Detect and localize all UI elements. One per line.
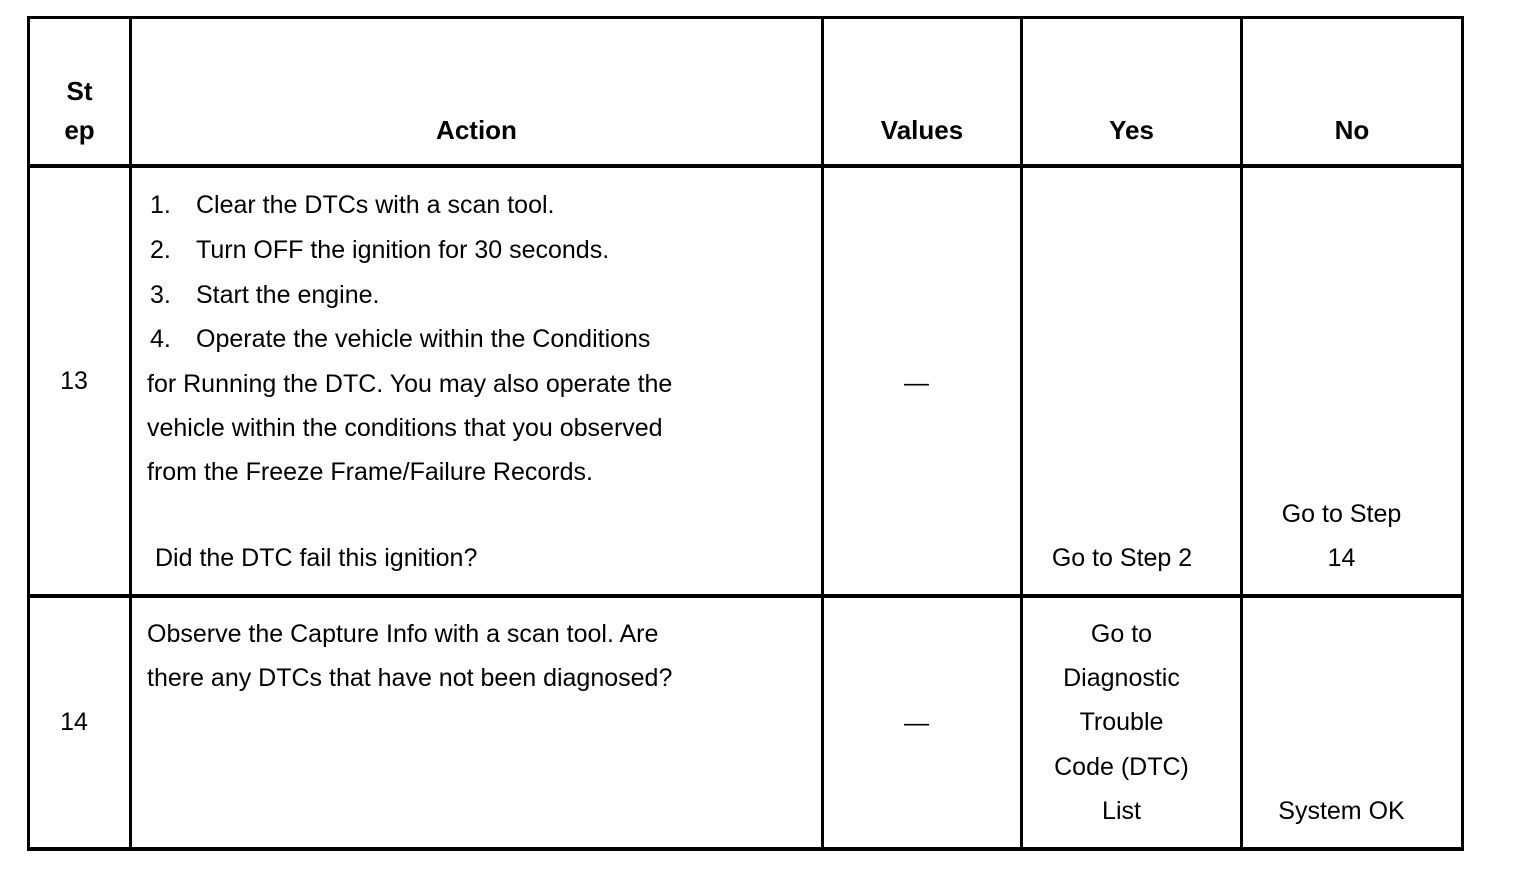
header-values: Values (880, 115, 964, 145)
action-item-text: Start the engine. (196, 281, 380, 309)
values-dash: — (904, 709, 929, 737)
action-item-number: 3. (150, 281, 171, 309)
header-no: No (1334, 115, 1370, 145)
step-number: 13 (60, 367, 88, 395)
action-item-number: 4. (150, 325, 171, 353)
header-action: Action (436, 115, 517, 145)
step-number: 14 (60, 708, 88, 736)
action-item (150, 190, 554, 220)
action-continued-line: from the Freeze Frame/Failure Records. (147, 458, 593, 486)
table-bottom-border (27, 847, 1464, 851)
action-continued-line: vehicle within the conditions that you observed (147, 414, 663, 442)
header-step-line1: St (66, 76, 93, 106)
header-step (30, 76, 129, 145)
values-dash: — (904, 369, 929, 397)
yes-line: Code (DTC) (1054, 753, 1189, 781)
table-right-border (1461, 16, 1464, 851)
yes-line: List (1102, 797, 1141, 825)
no-goto-step-14 (1243, 499, 1440, 573)
action-item-text: Clear the DTCs with a scan tool. (196, 191, 555, 219)
action-item-number: 2. (150, 236, 171, 264)
no-line1: Go to Step (1281, 500, 1402, 528)
yes-goto-dtc-list (1023, 619, 1220, 826)
header-yes: Yes (1109, 115, 1154, 145)
yes-line: Go to (1090, 620, 1153, 648)
action-item-text: Turn OFF the ignition for 30 seconds. (196, 236, 610, 264)
table-top-border (27, 16, 1464, 19)
action-item-number: 1. (150, 191, 171, 219)
action-continued-line: for Running the DTC. You may also operate the (147, 370, 673, 398)
action-item-text: Operate the vehicle within the Conditions (196, 325, 651, 353)
action-item (150, 280, 379, 310)
diagnostic-table (27, 16, 1464, 851)
action-question: Did the DTC fail this ignition? (155, 544, 478, 572)
yes-line: Trouble (1079, 708, 1164, 736)
action-item (150, 235, 609, 265)
no-line2: 14 (1327, 544, 1356, 572)
header-bottom-border (27, 164, 1464, 168)
no-system-ok: System OK (1278, 797, 1405, 825)
row-divider (27, 594, 1464, 598)
yes-goto-step-2: Go to Step 2 (1051, 544, 1193, 572)
action-line: Observe the Capture Info with a scan tool. Are (147, 620, 659, 648)
header-step-line2: ep (64, 115, 95, 145)
action-item (150, 324, 650, 354)
action-line: there any DTCs that have not been diagnosed? (147, 664, 673, 692)
yes-line: Diagnostic (1063, 664, 1180, 692)
